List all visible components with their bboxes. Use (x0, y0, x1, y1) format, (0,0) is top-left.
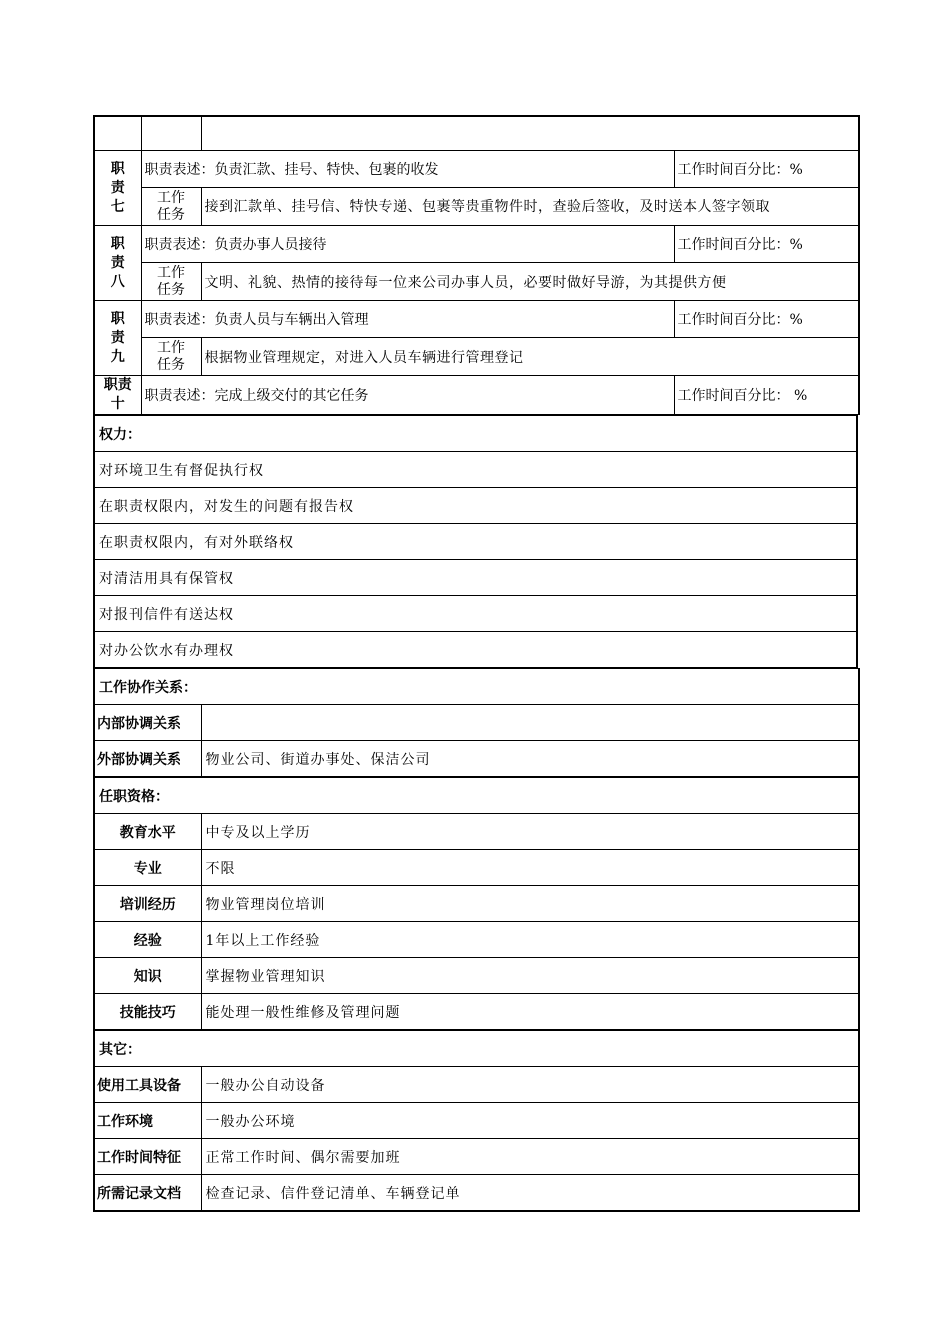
other-header-row (94, 1031, 859, 1067)
other-row (94, 1067, 859, 1103)
task-label-line: 任务 (157, 281, 185, 298)
qualification-value: 能处理一般性维修及管理问题 (201, 994, 859, 1030)
duty-label-line: 责 (110, 254, 125, 271)
authority-table (93, 415, 858, 668)
authority-row (94, 524, 857, 560)
duty-time-percent: 工作时间百分比：% (674, 301, 859, 338)
qualification-value: 不限 (201, 850, 859, 886)
duty-time-percent: 工作时间百分比：% (674, 151, 859, 188)
duty-description: 职责表述：负责人员与车辆出入管理 (141, 301, 674, 338)
relations-value (201, 705, 859, 741)
other-row (94, 1175, 859, 1212)
qualification-label: 知识 (94, 958, 201, 994)
qualification-row (94, 958, 859, 994)
blank-cell (141, 116, 201, 151)
blank-cell (201, 116, 859, 151)
relations-title: 工作协作关系： (94, 669, 859, 705)
qualification-label: 专业 (94, 850, 201, 886)
relations-row (94, 741, 859, 777)
duty-row (94, 226, 859, 263)
qualification-label: 教育水平 (94, 814, 201, 850)
duty-row (94, 376, 859, 415)
authority-item: 对报刊信件有送达权 (94, 596, 857, 632)
qualification-row (94, 850, 859, 886)
task-label-line: 任务 (157, 356, 185, 373)
duty-label-line: 七 (110, 198, 125, 215)
qualification-value: 物业管理岗位培训 (201, 886, 859, 922)
other-row (94, 1103, 859, 1139)
duty-task: 文明、礼貌、热情的接待每一位来公司办事人员，必要时做好导游，为其提供方便 (201, 263, 859, 301)
qualifications-header-row (94, 778, 859, 814)
authority-item: 在职责权限内，对发生的问题有报告权 (94, 488, 857, 524)
duty-label-line: 职 (110, 160, 125, 177)
duty-label (94, 376, 141, 415)
qualification-label: 技能技巧 (94, 994, 201, 1030)
authority-row (94, 488, 857, 524)
authority-item: 对办公饮水有办理权 (94, 632, 857, 668)
authority-row (94, 452, 857, 488)
relations-row (94, 705, 859, 741)
duty-label-line: 十 (110, 396, 125, 412)
task-label-line: 工作 (157, 264, 185, 281)
duties-table (93, 115, 860, 415)
relations-label: 外部协调关系 (94, 741, 201, 777)
authority-item: 对清洁用具有保管权 (94, 560, 857, 596)
task-label (141, 188, 201, 226)
blank-duty-row (94, 116, 859, 151)
duty-task-row (94, 263, 859, 301)
other-label: 所需记录文档 (94, 1175, 201, 1212)
duty-description: 职责表述：负责办事人员接待 (141, 226, 674, 263)
qualification-row (94, 886, 859, 922)
other-label: 工作时间特征 (94, 1139, 201, 1175)
duty-description: 职责表述：负责汇款、挂号、特快、包裹的收发 (141, 151, 674, 188)
qualification-row (94, 922, 859, 958)
task-label-line: 任务 (157, 206, 185, 223)
duty-label (94, 151, 141, 226)
blank-cell (94, 116, 141, 151)
authority-item: 对环境卫生有督促执行权 (94, 452, 857, 488)
task-label (141, 338, 201, 376)
duty-label-line: 责 (110, 179, 125, 196)
other-value: 一般办公环境 (201, 1103, 859, 1139)
authority-item: 在职责权限内，有对外联络权 (94, 524, 857, 560)
relations-value: 物业公司、街道办事处、保洁公司 (201, 741, 859, 777)
duty-description: 职责表述：完成上级交付的其它任务 (141, 376, 674, 415)
authority-row (94, 560, 857, 596)
other-table (93, 1030, 860, 1212)
other-row (94, 1139, 859, 1175)
duty-row (94, 301, 859, 338)
duty-task-row (94, 188, 859, 226)
duty-time-percent: 工作时间百分比： % (674, 376, 859, 415)
qualification-value: 中专及以上学历 (201, 814, 859, 850)
duty-label (94, 226, 141, 301)
other-value: 检查记录、信件登记清单、车辆登记单 (201, 1175, 859, 1212)
duty-row (94, 151, 859, 188)
relations-table (93, 668, 860, 777)
authority-header-row (94, 416, 857, 452)
task-label-line: 工作 (157, 189, 185, 206)
duty-task: 根据物业管理规定，对进入人员车辆进行管理登记 (201, 338, 859, 376)
qualification-row (94, 994, 859, 1030)
duty-label (94, 301, 141, 376)
qualification-label: 经验 (94, 922, 201, 958)
duty-label-line: 责 (110, 329, 125, 346)
task-label (141, 263, 201, 301)
qualifications-title: 任职资格： (94, 778, 859, 814)
duty-task: 接到汇款单、挂号信、特快专递、包裹等贵重物件时，查验后签收，及时送本人签字领取 (201, 188, 859, 226)
other-value: 正常工作时间、偶尔需要加班 (201, 1139, 859, 1175)
other-label: 使用工具设备 (94, 1067, 201, 1103)
other-label: 工作环境 (94, 1103, 201, 1139)
qualification-value: 掌握物业管理知识 (201, 958, 859, 994)
authority-title: 权力： (94, 416, 857, 452)
qualification-value: 1年以上工作经验 (201, 922, 859, 958)
qualification-label: 培训经历 (94, 886, 201, 922)
duty-time-percent: 工作时间百分比：% (674, 226, 859, 263)
duty-label-line: 职责 (103, 377, 132, 393)
duty-task-row (94, 338, 859, 376)
task-label-line: 工作 (157, 339, 185, 356)
duty-label-line: 职 (110, 235, 125, 252)
other-title: 其它： (94, 1031, 859, 1067)
relations-header-row (94, 669, 859, 705)
job-description-page (93, 115, 858, 1212)
relations-label: 内部协调关系 (94, 705, 201, 741)
duty-label-line: 八 (110, 273, 125, 290)
qualifications-table (93, 777, 860, 1030)
authority-row (94, 596, 857, 632)
authority-row (94, 632, 857, 668)
duty-label-line: 九 (110, 348, 125, 365)
qualification-row (94, 814, 859, 850)
other-value: 一般办公自动设备 (201, 1067, 859, 1103)
duty-label-line: 职 (110, 310, 125, 327)
